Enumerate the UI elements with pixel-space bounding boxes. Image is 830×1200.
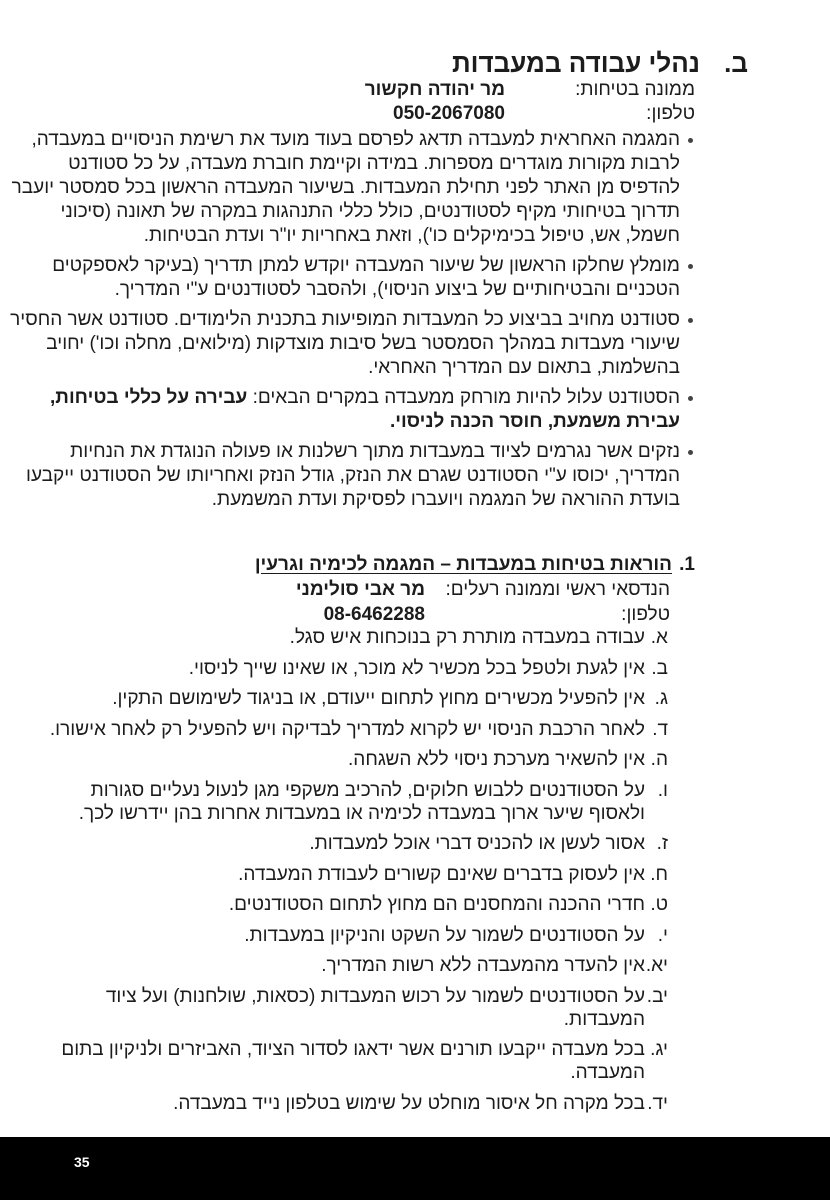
rule-line: המעבדות. <box>563 1008 645 1030</box>
bullet-item <box>26 440 695 512</box>
rule-line: אין לגעת ולטפל בכל מכשיר לא מוכר, או שאינו שייך לניסוי. <box>188 657 645 679</box>
rule-item <box>68 687 668 710</box>
bullet-line: שיעורי מעבדות במהלך הסמסטר בשל סיבות מוצדקות (מילואים, מחלה וכו') יחויב <box>46 333 680 354</box>
rule-item <box>68 748 668 771</box>
bullet-line: בהשלמות, בתאום עם המדריך האחראי. <box>368 357 680 378</box>
bullet-line: לרבות מקורות מוגדרים מספרות. במידה וקיימת חוברת מעבדה, על כל סטודנט <box>68 153 680 174</box>
phone-label: טלפון: <box>621 604 670 625</box>
safety-officer-label: ממונה בטיחות: <box>575 79 695 100</box>
bullet-line: מומלץ שחלקו הראשון של שיעור המעבדה יוקדש למתן תדריך (בעיקר לאספקטים <box>52 255 680 276</box>
rule-letter: ד. <box>652 718 668 740</box>
safety-officer-name: מר יהודה חקשור <box>364 79 505 100</box>
rule-item <box>68 626 668 649</box>
rule-item <box>68 863 668 886</box>
rule-letter: יב. <box>646 985 668 1007</box>
rule-item <box>68 1092 668 1115</box>
bullet-line: להדפיס מן האתר לפני תחילת המעבדות. בשיעור המעבדה הראשון בכל סמסטר יועבר <box>11 177 680 198</box>
rule-line: אין לעסוק בדברים שאינם קשורים לעבודת המעבדה. <box>238 863 645 885</box>
bullet-list <box>10 128 695 518</box>
bullet-item <box>10 308 695 380</box>
rule-letter: ח. <box>650 863 668 885</box>
safety-rules-list <box>49 626 668 1122</box>
bullet-emphasis: עבירה על כללי בטיחות, <box>50 387 248 408</box>
rule-letter: יד. <box>647 1092 668 1114</box>
page-number: 35 <box>74 1154 90 1170</box>
rule-line: אסור לעשן או להכניס דברי אוכל למעבדות. <box>309 833 645 854</box>
chief-technician-contact <box>296 577 670 627</box>
bullet-icon <box>688 318 693 323</box>
chief-technician-label: הנדסאי ראשי וממונה רעלים: <box>445 579 670 600</box>
rule-letter: ט. <box>650 894 668 915</box>
bullet-text: הסטודנט עלול להיות מורחק ממעבדה במקרים הבאים: <box>252 387 680 408</box>
footer-bar <box>0 1137 830 1200</box>
rule-line: ולאסוף שיער ארוך במעבדה לכימיה או במעבדות אחרות בהן יידרשו לכך. <box>78 802 645 824</box>
bullet-item <box>11 128 695 248</box>
rule-item <box>68 985 668 1031</box>
contact-row-officer <box>365 78 695 102</box>
rule-line: על הסטודנטים לשמור על השקט והניקיון במעבדות. <box>244 924 645 946</box>
rule-line: לאחר הרכבת הניסוי יש לקרוא למדריך לבדיקה ויש להפעיל רק לאחר אישורו. <box>49 718 645 740</box>
contact-row-technician <box>296 577 670 602</box>
section-letter: ב. <box>724 48 748 78</box>
section-number: 1. <box>679 554 695 575</box>
bullet-line: סטודנט מחויב בביצוע כל המעבדות המופיעות בתכנית הלימודים. סטודנט אשר החסיר <box>10 309 680 330</box>
rule-letter: יא. <box>645 955 668 976</box>
section-b-header <box>452 46 748 80</box>
rule-line: חדרי ההכנה והמחסנים הם מחוץ לתחום הסטודנטים. <box>228 894 645 915</box>
rule-letter: י. <box>657 924 668 946</box>
section-heading: הוראות בטיחות במעבדות – המגמה לכימיה וגרעין <box>254 554 672 575</box>
bullet-item <box>52 254 695 302</box>
rule-item <box>68 657 668 680</box>
bullet-line: המגמה האחראית למעבדה תדאג לפרסם בעוד מועד את רשימת הניסויים במעבדה, <box>31 129 680 150</box>
bullet-icon <box>688 450 693 455</box>
bullet-emphasis-line: עבירת משמעת, חוסר הכנה לניסוי. <box>389 411 680 432</box>
bullet-line: הטכניים והבטיחותיים של ביצוע הניסוי), ולהסבר לסטודנטים ע"י המדריך. <box>114 279 680 300</box>
rule-letter: יג. <box>650 1039 668 1060</box>
rule-item <box>68 832 668 855</box>
bullet-line: נזקים אשר נגרמים לציוד במעבדות מתוך רשלנות או פעולה הנוגדת את הנחיות <box>70 441 680 462</box>
rule-line: בכל מעבדה ייקבעו תורנים אשר ידאגו לסדור הציוד, האביזרים ולניקיון בתום <box>61 1039 645 1060</box>
chief-technician-name: מר אבי סולימני <box>295 579 425 600</box>
bullet-line: חשמל, אש, טיפול בכימיקלים כו'), וזאת באחריות יו"ר ועדת הבטיחות. <box>143 225 680 246</box>
rule-line: אין להפעיל מכשירים מחוץ לתחום ייעודם, או בניגוד לשימושם התקין. <box>112 688 645 709</box>
bullet-icon <box>688 138 693 143</box>
rule-item <box>68 924 668 947</box>
rule-line: עבודה במעבדה מותרת רק בנוכחות איש סגל. <box>289 627 645 648</box>
section-title: נהלי עבודה במעבדות <box>451 48 700 78</box>
rule-line: בכל מקרה חל איסור מוחלט על שימוש בטלפון נייד במעבדה. <box>173 1092 645 1114</box>
rule-letter: ג. <box>654 688 668 709</box>
phone-number: 08-6462288 <box>323 604 425 625</box>
rule-item <box>61 1038 668 1084</box>
rule-item <box>68 954 668 977</box>
rule-letter: ה. <box>650 749 668 770</box>
bullet-icon <box>688 396 693 401</box>
bullet-line: המדריך, יכוסו ע"י הסטודנט שגרם את הנזק, גודל הנזק ואחריותו של הסטודנט ייקבעו <box>26 465 680 486</box>
rule-line: המעבדה. <box>570 1062 645 1083</box>
bullet-line: תדרוך בטיחותי מקיף לסטודנטים, כולל כללי התנהגות במקרה של תאונה (סיכוני <box>60 201 680 222</box>
rule-letter: א. <box>650 627 668 648</box>
rule-line: אין להעדר מהמעבדה ללא רשות המדריך. <box>321 955 645 976</box>
bullet-line <box>50 386 680 410</box>
bullet-item <box>50 386 695 434</box>
rule-item <box>68 893 668 916</box>
rule-letter: ב. <box>651 657 668 679</box>
contact-row-phone <box>296 602 670 627</box>
rule-item <box>68 779 668 825</box>
rule-line: אין להשאיר מערכת ניסוי ללא השגחה. <box>348 749 645 770</box>
bullet-line: בועדת ההוראה של המגמה ויועברו לפסיקת ועדת המשמעת. <box>211 489 680 510</box>
rule-letter: ז. <box>656 833 668 854</box>
contact-row-phone <box>365 102 695 126</box>
bullet-icon <box>688 264 693 269</box>
rule-item <box>49 718 668 741</box>
rule-line: על הסטודנטים ללבוש חלוקים, להרכיב משקפי מגן לנעול נעליים סגורות <box>90 779 645 801</box>
rule-line: על הסטודנטים לשמור על רכוש המעבדות (כסאות, שולחנות) ועל ציוד <box>105 985 645 1007</box>
rule-letter: ו. <box>657 779 668 801</box>
safety-officer-contact <box>365 78 695 126</box>
phone-number: 050-2067080 <box>393 103 505 124</box>
phone-label: טלפון: <box>646 103 695 124</box>
section-1-header <box>255 553 695 577</box>
